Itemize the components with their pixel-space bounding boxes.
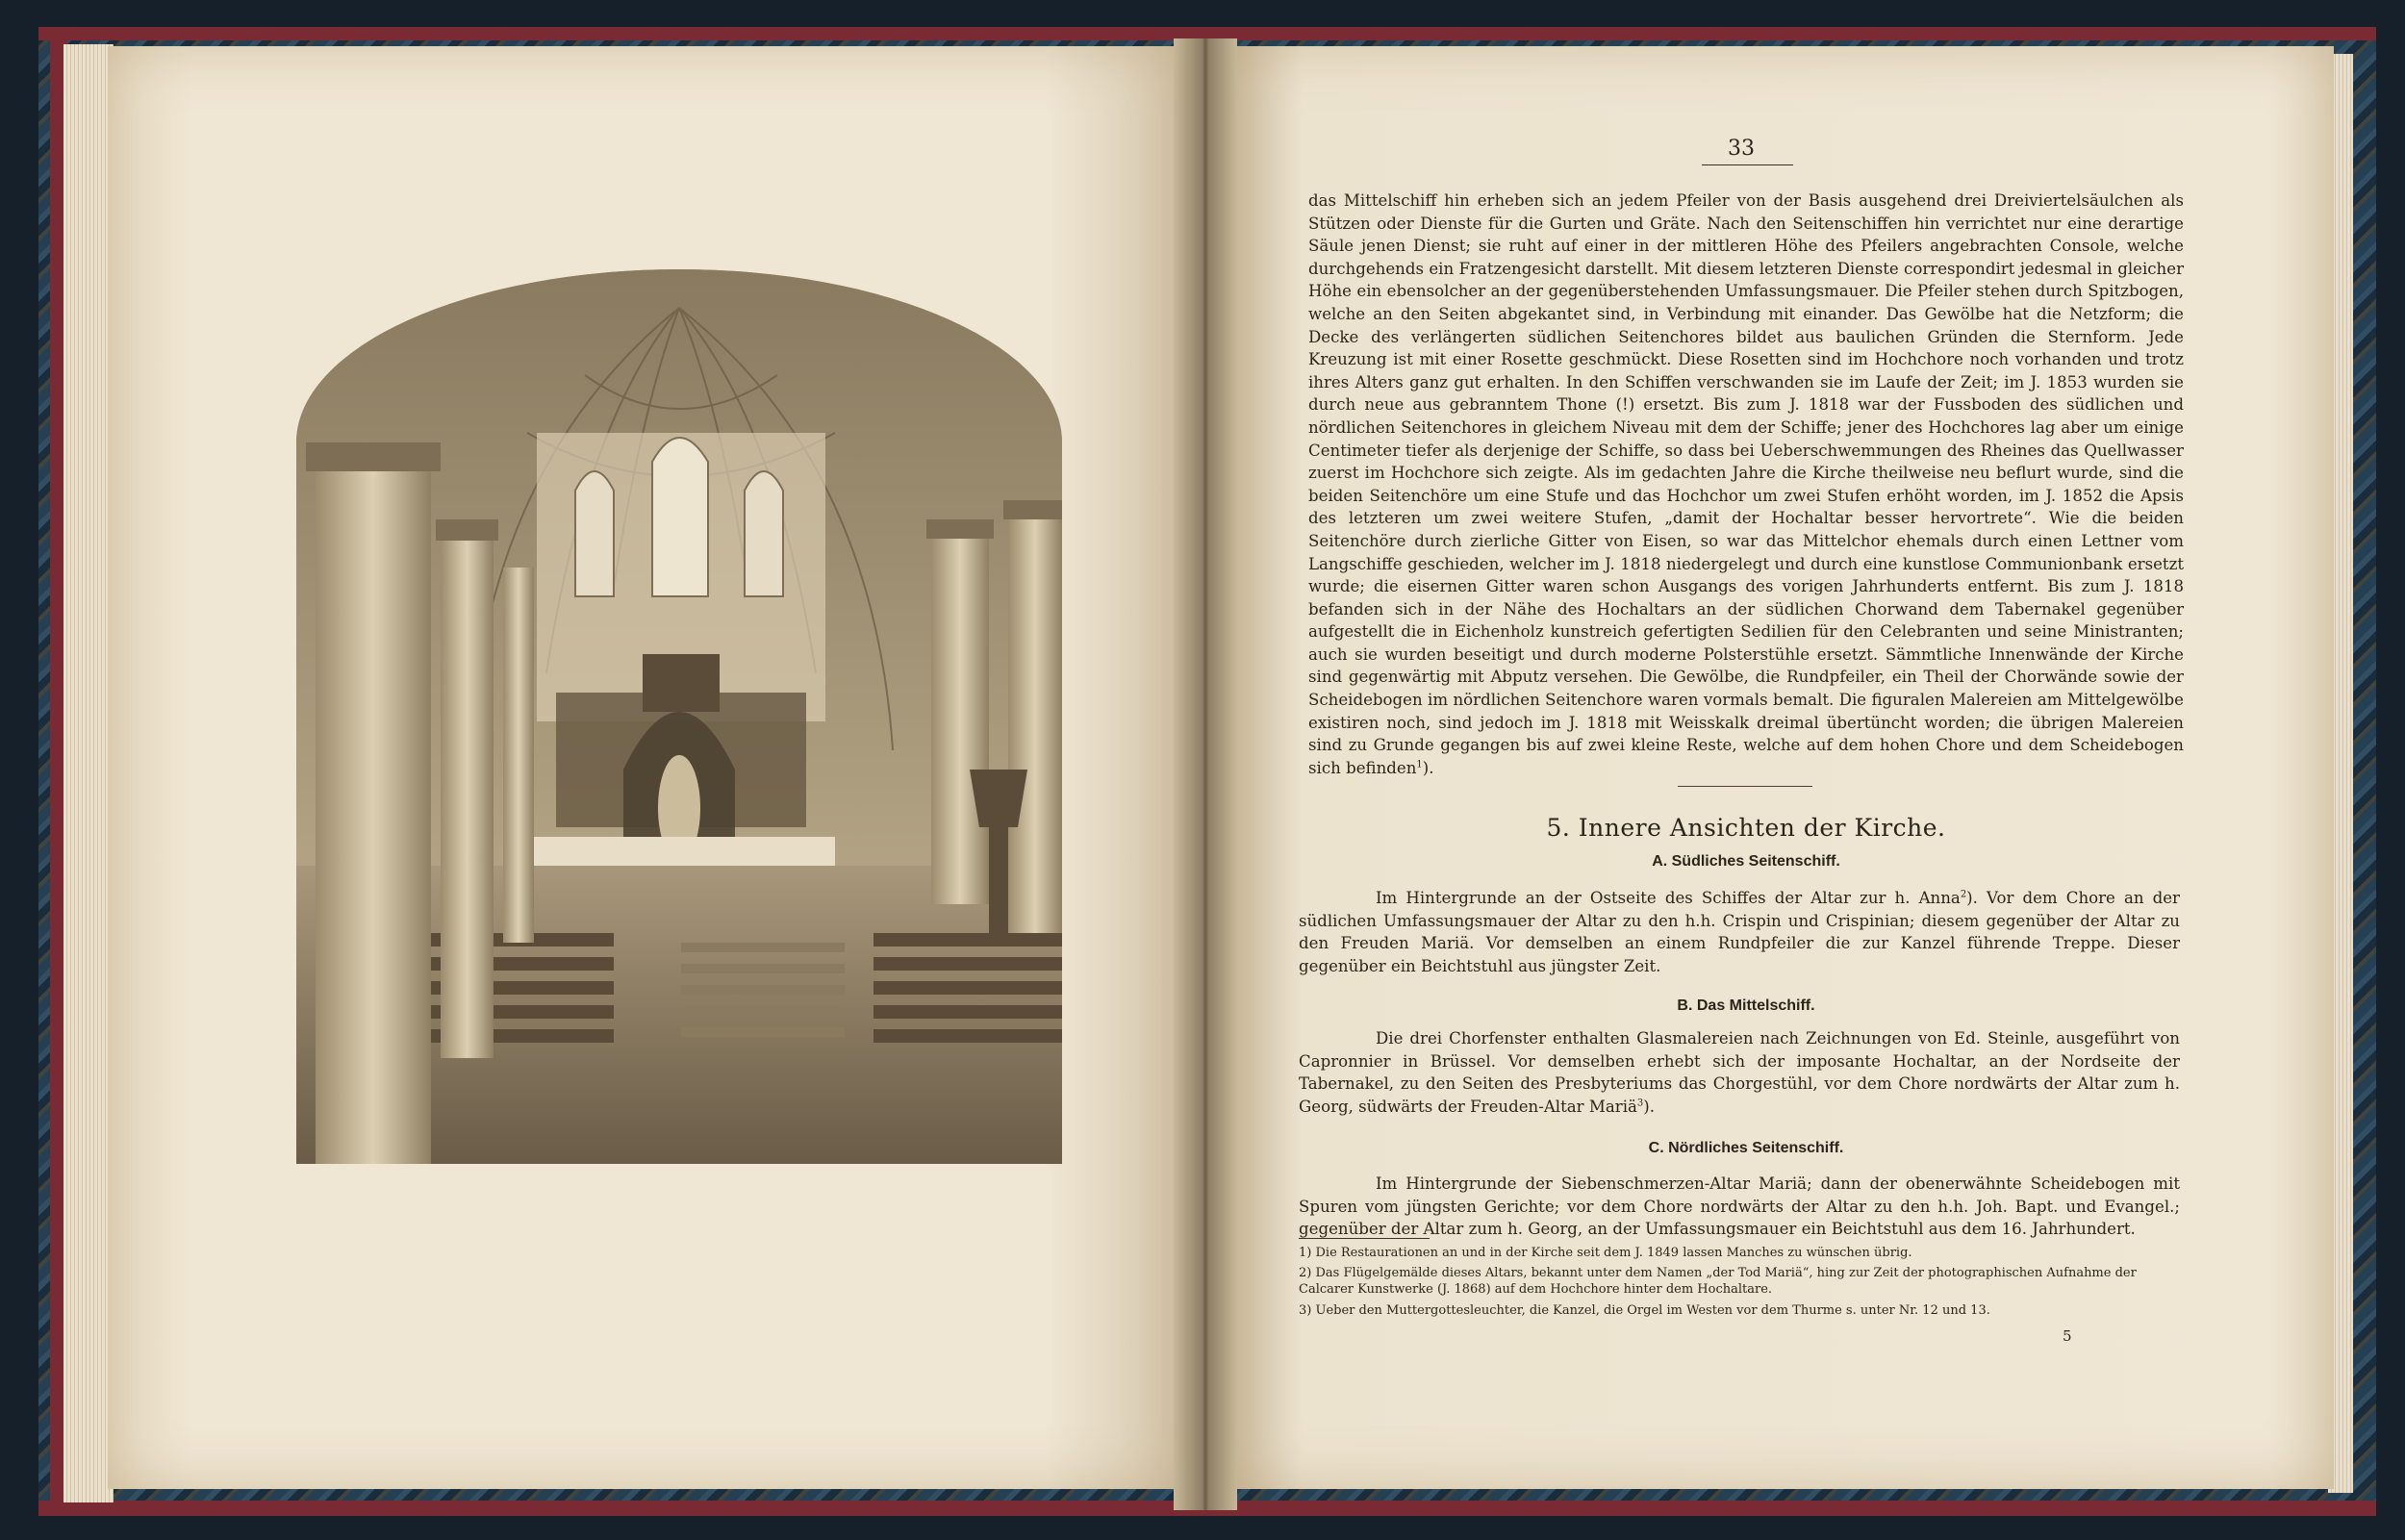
signature-mark: 5 <box>2063 1327 2072 1345</box>
footnote-rule <box>1299 1238 1430 1239</box>
footnote-ref: 3 <box>1636 1098 1644 1109</box>
footnote-text: Die Restaurationen an und in der Kirche seit dem J. 1849 lassen Manches zu wünschen übrig. <box>1315 1246 1912 1260</box>
footnote-3 <box>1299 1302 2184 1319</box>
paragraph-a-text-1: Im Hintergrunde an der Ostseite des Schiffes der Altar zur h. Anna <box>1376 889 1961 907</box>
body-paragraph: das Mittelschiff hin erheben sich an jedem Pfeiler von der Basis ausgehend drei Dreiviertelsäulchen als Stützen oder Dienste für die Gurten und Gräte. Nach den Seitenschiffen hin verrichtet nur eine derartige Säule jenen Dienst; sie ruht auf einer in der mittleren Höhe des Pfeilers angebrachten Console, welche durchgehends ein Fratzengesicht darstellt. Mit diesem letzteren Dienste correspondirt jedesmal in gleicher Höhe ein ebensolcher an der gegenüberstehenden Umfassungsmauer. Die Pfeiler stehen durch Spitzbogen, welche an den Seiten abgekantet sind, in Verbindung mit einander. Das Gewölbe hat die Netzform; die Decke des verlängerten südlichen Seitenchores bildet aus baulichen Gründen die Sternform. Jede Kreuzung ist mit einer Rosette geschmückt. Diese Rosetten sind im Hochchore noch vorhanden und trotz ihres Alters ganz gut erhalten. In den Schiffen verschwanden sie im Laufe der Zeit; im J. 1853 wurden sie durch neue aus gebranntem Thone (!) ersetzt. Bis zum J. 1818 war der Fussboden des südlichen und nördlichen Seitenchores in gleichem Niveau mit dem der Schiffe; jener des Hochchores lag aber um einige Centimeter tiefer als derjenige der Schiffe, so dass bei Ueberschwemmungen des Rheines das Quellwasser zuerst im Hochchore sich zeigte. Als im gedachten Jahre die Kirche theilweise neu beflurt wurde, sind die beiden Seitenchöre um eine Stufe und das Hochchor um zwei Stufen erhöht worden, im J. 1852 die Apsis des letzteren um zwei weitere Stufen, „damit der Hochaltar besser hervortrete“. Wie die beiden Seitenchöre durch zierliche Gitter von Eisen, so war das Mittelchor ehemals durch einen Lettner vom Langschiffe geschieden, welcher im J. 1818 niedergelegt und durch eine kunstlose Communionbank ersetzt wurde; die eisernen Gitter waren schon Ausgangs des vorigen Jahrhunderts entfernt. Bis zum J. 1818 befanden sich in der Nähe des Hochaltars an der südlichen Chorwand dem Tabernakel gegenüber aufgestellt die in Eichenholz kunstreich gefertigten Sedilien für den Celebranten und seine Ministranten; auch sie wurden beseitigt und durch moderne Polsterstühle ersetzt. Sämmtliche Innenwände der Kirche sind gegenwärtig mit Abputz versehen. Die Gewölbe, die Rundpfeiler, ein Theil der Chorwände sowie der Scheidebogen im nördlichen Seitenchore waren vormals bemalt. Die figuralen Malereien am Mittelgewölbe existiren noch, sind jedoch im J. 1818 mit Weisskalk dreimal übertüncht worden; die übrigen Malereien sind zu Grunde gegangen bis auf zwei kleine Reste, welche auf dem hohen Chore und dem Scheidebogen sich befinden$^1$). <box>1308 191 2184 777</box>
paragraph-a: Im Hintergrunde an der Ostseite des Schiffes der Altar zur h. Anna$^2$). Vor dem Chore an der südlichen Umfassungsmauer der Altar zu den h.h. Crispin und Crispinian; diesem gegenüber der Altar zu den Freuden Mariä. Vor demselben an einem Rundpfeiler die zur Kanzel führende Treppe. Dieser gegenüber ein Beichtstuhl aus jüngster Zeit. <box>1299 889 2180 975</box>
footnote-text: Das Flügelgemälde dieses Altars, bekannt unter dem Namen „der Tod Mariä“, hing zur Zeit der photographischen Aufnahme der Calcarer Kunstwerke (J. 1868) auf dem Hochchore hinter dem Hochaltare. <box>1299 1266 2137 1297</box>
book-gutter <box>1174 38 1237 1510</box>
section-heading: 5. Innere Ansichten der Kirche. <box>1546 814 1946 842</box>
footnote-ref: 2 <box>1960 889 1967 900</box>
footnote-mark: 3) <box>1299 1303 1312 1318</box>
page-number-rule <box>1702 164 1793 165</box>
page-edges-left <box>63 44 114 1502</box>
page-number: 33 <box>1728 137 1755 161</box>
footnote-mark: 2) <box>1299 1266 1312 1280</box>
church-interior-illustration <box>296 269 1062 1164</box>
paragraph-c: Im Hintergrunde der Siebenschmerzen-Altar Mariä; dann der obenerwähnte Scheidebogen mit Spuren vom jüngsten Gerichte; vor dem Chore nordwärts der Altar zu den h.h. Joh. Bapt. und Evangel.; gegenüber der Altar zum h. Georg, an der Umfassungsmauer ein Beichtstuhl aus dem 16. Jahrhundert. <box>1299 1174 2180 1239</box>
footnote-1 <box>1299 1245 2184 1261</box>
body-text: das Mittelschiff hin erheben sich an jedem Pfeiler von der Basis ausgehend drei Dreiviertelsäulchen als Stützen oder Dienste für die Gurten und Gräte. Nach den Seitenschiffen hin verrichtet nur eine derartige Säule jenen Dienst; sie ruht auf einer in der mittleren Höhe des Pfeilers angebrachten Console, welche durchgehends ein Fratzengesicht darstellt. Mit diesem letzteren Dienste correspondirt jedesmal in gleicher Höhe ein ebensolcher an der gegenüberstehenden Umfassungsmauer. Die Pfeiler stehen durch Spitzbogen, welche an den Seiten abgekantet sind, in Verbindung mit einander. Das Gewölbe hat die Netzform; die Decke des verlängerten südlichen Seitenchores bildet aus baulichen Gründen die Sternform. Jede Kreuzung ist mit einer Rosette geschmückt. Diese Rosetten sind im Hochchore noch vorhanden und trotz ihres Alters ganz gut erhalten. In den Schiffen verschwanden sie im Laufe der Zeit; im J. 1853 wurden sie durch neue aus gebranntem Thone (!) ersetzt. Bis zum J. 1818 war der Fussboden des südlichen und nördlichen Seitenchores in gleichem Niveau mit dem der Schiffe; jener des Hochchores lag aber um einige Centimeter tiefer als derjenige der Schiffe, so dass bei Ueberschwemmungen des Rheines das Quellwasser zuerst im Hochchore sich zeigte. Als im gedachten Jahre die Kirche theilweise neu beflurt wurde, sind die beiden Seitenchöre um eine Stufe und das Hochchor um zwei Stufen erhöht worden, im J. 1852 die Apsis des letzteren um zwei weitere Stufen, „damit der Hochaltar besser hervortrete“. Wie die beiden Seitenchöre durch zierliche Gitter von Eisen, so war das Mittelchor ehemals durch einen Lettner vom Langschiffe geschieden, welcher im J. 1818 niedergelegt und durch eine kunstlose Communionbank ersetzt wurde; die eisernen Gitter waren schon Ausgangs des vorigen Jahrhunderts entfernt. Bis zum J. 1818 befanden sich in der Nähe des Hochaltars an der südlichen Chorwand dem Tabernakel gegenüber aufgestellt die in Eichenholz kunstreich gefertigten Sedilien für den Celebranten und seine Ministranten; auch sie wurden beseitigt und durch moderne Polsterstühle ersetzt. Sämmtliche Innenwände der Kirche sind gegenwärtig mit Abputz versehen. Die Gewölbe, die Rundpfeiler, ein Theil der Chorwände sowie der Scheidebogen im nördlichen Seitenchore waren vormals bemalt. Die figuralen Malereien am Mittelgewölbe existiren noch, sind jedoch im J. 1818 mit Weisskalk dreimal übertüncht worden; die übrigen Malereien sind zu Grunde gegangen bis auf zwei kleine Reste, welche auf dem hohen Chore und dem Scheidebogen sich befinden <box>1308 191 2184 777</box>
subheading-c: C. Nördliches Seitenschiff. <box>1648 1140 1844 1156</box>
paragraph-a-text-2: . Vor dem Chore an der südlichen Umfassungsmauer der Altar zu den h.h. Crispin und Crispinian; diesem gegenüber der Altar zu den Freuden Mariä. Vor demselben an einem Rundpfeiler die zur Kanzel führende Treppe. Dieser gegenüber ein Beichtstuhl aus jüngster Zeit. <box>1299 889 2180 975</box>
subheading-a: A. Südliches Seitenschiff. <box>1652 853 1840 870</box>
footnote-text: Ueber den Muttergottesleuchter, die Kanzel, die Orgel im Westen vor dem Thurme s. unter Nr. 12 und 13. <box>1315 1303 1990 1318</box>
church-interior-photograph <box>296 269 1062 1164</box>
subheading-b: B. Das Mittelschiff. <box>1677 997 1815 1014</box>
paragraph-b <box>1299 1027 2180 1118</box>
paragraph-b-end: ). <box>1643 1097 1655 1116</box>
footnote-2 <box>1299 1265 2184 1298</box>
paragraph-b-text: Die drei Chorfenster enthalten Glasmalereien nach Zeichnungen von Ed. Steinle, ausgeführt von Capronnier in Brüssel. Vor demselben erhebt sich der imposante Hochaltar, an der Nordseite der Tabernakel, zu den Seiten des Presbyteriums das Chorgestühl, vor dem Chore nordwärts der Altar zum h. Georg, südwärts der Freuden-Altar Mariä <box>1299 1029 2180 1116</box>
footnote-ref: 1 <box>1416 759 1423 770</box>
footnote-mark: 1) <box>1299 1246 1312 1260</box>
section-separator <box>1678 786 1812 787</box>
